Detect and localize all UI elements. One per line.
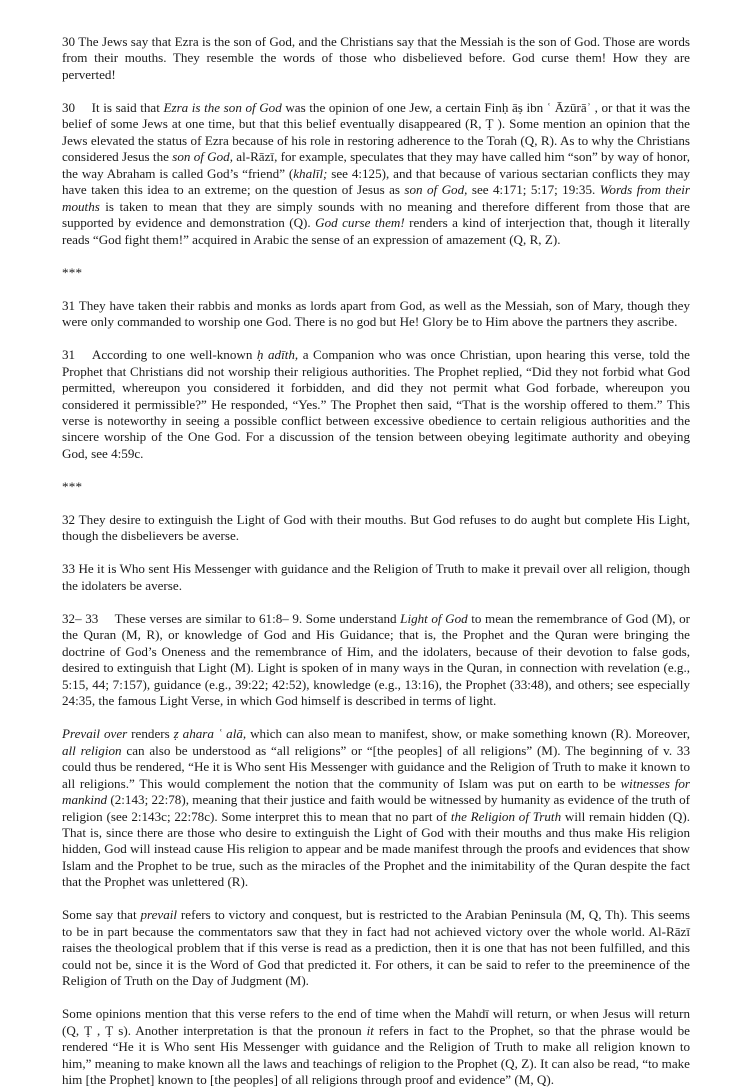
commentary-number-32-33: 32– 33 bbox=[62, 610, 99, 626]
commentary-paragraph-31: 31 According to one well-known ḥ adīth, a Companion who was once Christian, upon hearing this verse, told the Prophet that Christians did not worship their religious authorities. The Prophet replied, “Did they not forbid what God permitted, whereupon you considered it forbidden, and did they not permit what God forbade, whereupon you considered it permissible?” He responded, “Yes.” The Prophet then said, “That is the worship offered to them.” This verse is noteworthy in seeing a possible conflict between excessive obedience to certain religious authorities and the sincere worship of the One God. For a discussion of the tension between obeying legitimate authority and obeying God, see 4:59c. bbox=[62, 347, 690, 461]
italic-phrase: Light of God bbox=[400, 610, 468, 626]
italic-phrase: Words from their mouths bbox=[62, 182, 690, 214]
page-text-column bbox=[62, 34, 690, 1089]
commentary-paragraph-32-33: 32– 33 These verses are similar to 61:8– 9. Some understand Light of God to mean the remembrance of God (M), or the Quran (M, R), or knowledge of God and His Guidance; that is, the Prophet and the Quran were bringing the doctrine of God’s Oneness and the remembrance of Him, and the idolaters, because of their devotion to false gods, desired to extinguish that Light (M). Light is spoken of in many ways in the Quran, in connection with revelation (e.g., 5:15, 44; 7:157), guidance (e.g., 39:22; 42:52), knowledge (e.g., 13:16), the Prophet (33:48), and others; see especially 24:35, the famous Light Verse, in which God himself is described in terms of light. bbox=[62, 610, 691, 709]
commentary-paragraph-conquest: Some say that prevail refers to victory and conquest, but is restricted to the Arabian Peninsula (M, Q, Th). This seems to be in part because the commentators saw that they in fact had not achieved victory over the whole world. Al-Rāzī raises the theological problem that if this verse is read as a prediction, then it is one that has not been fulfilled, and this could not be, since it is the Word of God that predicted it. For others, it can be said to refer to the preeminence of the Religion of Truth on the Day of Judgment (M). bbox=[62, 907, 691, 989]
verse-number-33: 33 bbox=[62, 561, 76, 577]
commentary-paragraph-mahdi: Some opinions mention that this verse refers to the end of time when the Mahdī will return, or when Jesus will return (Q, Ṭ , Ṭ s). Another interpretation is that the pronoun it refers in fact to the Prophet, so that the phrase would be rendered “He it is Who sent His Messenger with guidance and the Religion of Truth to make all religion known to him,” meaning to make known all the laws and teachings of religion to the Prophet (Q, Z). It can also be read, “to make him [the Prophet] known to [the peoples] of all religions through proof and evidence” (M, Q). bbox=[62, 1006, 690, 1088]
verse-translation-33: 33 He it is Who sent His Messenger with guidance and the Religion of Truth to make it prevail over all religion, though the idolaters be averse. bbox=[62, 561, 690, 593]
italic-phrase: it bbox=[366, 1022, 374, 1038]
verse-number-30: 30 bbox=[62, 34, 76, 49]
verse-number-31: 31 bbox=[62, 297, 76, 313]
verse-translation-31: 31 They have taken their rabbis and monks as lords apart from God, as well as the Messiah, son of Mary, though they were only commanded to worship one God. There is no god but He! Glory be to Him above the partners they ascribe. bbox=[62, 297, 690, 330]
italic-phrase: the Religion of Truth bbox=[450, 808, 562, 824]
italic-phrase: son of God, bbox=[404, 182, 468, 198]
italic-phrase: ḥ adīth, bbox=[256, 347, 299, 363]
verse-translation-32: 32 They desire to extinguish the Light of God with their mouths. But God refuses to do aught but complete His Light, though the disbelievers be averse. bbox=[62, 511, 690, 544]
commentary-number-30: 30 bbox=[62, 99, 76, 115]
commentary-paragraph-30: 30 It is said that Ezra is the son of God was the opinion of one Jew, a certain Finḥ āṣ ibn ʿ Āzūrāʾ , or that it was the belief of some Jews at one time, but that this belief eventually disappeared (R, Ṭ ). Some mention an opinion that the Jews elevated the status of Ezra because of his role in restoring adherence to the Torah (Q, R). As to why the Christians considered Jesus the son of God, al-Rāzī, for example, speculates that they may have called him “son” by way of honor, the way Abraham is called God’s “friend” (khalīl; see 4:125), and that because of various sectarian conflicts they may have taken this idea to an extreme; on the question of Jesus as son of God, see 4:171; 5:17; 19:35. Words from their mouths is taken to mean that they are simply sounds with no meaning and therefore different from those that are supported by evidence and demonstration (Q). God curse them! renders a kind of interjection that, though it literally reads “God fight them!” acquired in Arabic the sense of an expression of amazement (Q, R, Z). bbox=[62, 99, 691, 247]
verse-translation-30: 30 The Jews say that Ezra is the son of God, and the Christians say that the Messiah is the son of God. Those are words from their mouths. They resemble the words of those who disbelieved before. God curse them! How they are perverted! bbox=[62, 34, 690, 82]
verse-number-32: 32 bbox=[62, 511, 76, 527]
section-separator: *** bbox=[62, 264, 83, 280]
italic-phrase: khalīl; bbox=[293, 165, 328, 181]
italic-phrase: ẓ ahara ʿ alā, bbox=[173, 726, 247, 742]
section-separator: *** bbox=[62, 478, 83, 494]
italic-phrase: Ezra is the son of God bbox=[163, 99, 282, 115]
italic-phrase: prevail bbox=[140, 907, 178, 923]
italic-phrase: son of God, bbox=[172, 149, 233, 165]
italic-phrase: witnesses for mankind bbox=[62, 775, 690, 808]
italic-phrase: all religion bbox=[62, 742, 122, 758]
commentary-number-31: 31 bbox=[62, 347, 76, 363]
italic-phrase: God curse them! bbox=[315, 215, 405, 231]
italic-phrase: Prevail over bbox=[62, 726, 128, 742]
commentary-paragraph-prevail: Prevail over renders ẓ ahara ʿ alā, which can also mean to manifest, show, or make something known (R). Moreover, all religion can also be understood as “all religions” or “[the peoples] of all religions” (M). The beginning of v. 33 could thus be rendered, “He it is Who sent His Messenger with guidance and the Religion of Truth to make it known to all religions.” This would complement the notion that the community of Islam was put on earth to be witnesses for mankind (2:143; 22:78), meaning that their justice and faith would be witnessed by humanity as evidence of the truth of religion (see 2:143c; 22:78c). Some interpret this to mean that no part of the Religion of Truth will remain hidden (Q). That is, since there are those who desire to extinguish the Light of God with their mouths and thus make His religion hidden, God will instead cause His religion to appear and be made manifest through the proofs and evidences that show Islam and the Prophet to be true, such as the miracles of the Prophet and the inimitability of the Quran despite the fact that the Prophet was unlettered (R). bbox=[62, 726, 690, 890]
